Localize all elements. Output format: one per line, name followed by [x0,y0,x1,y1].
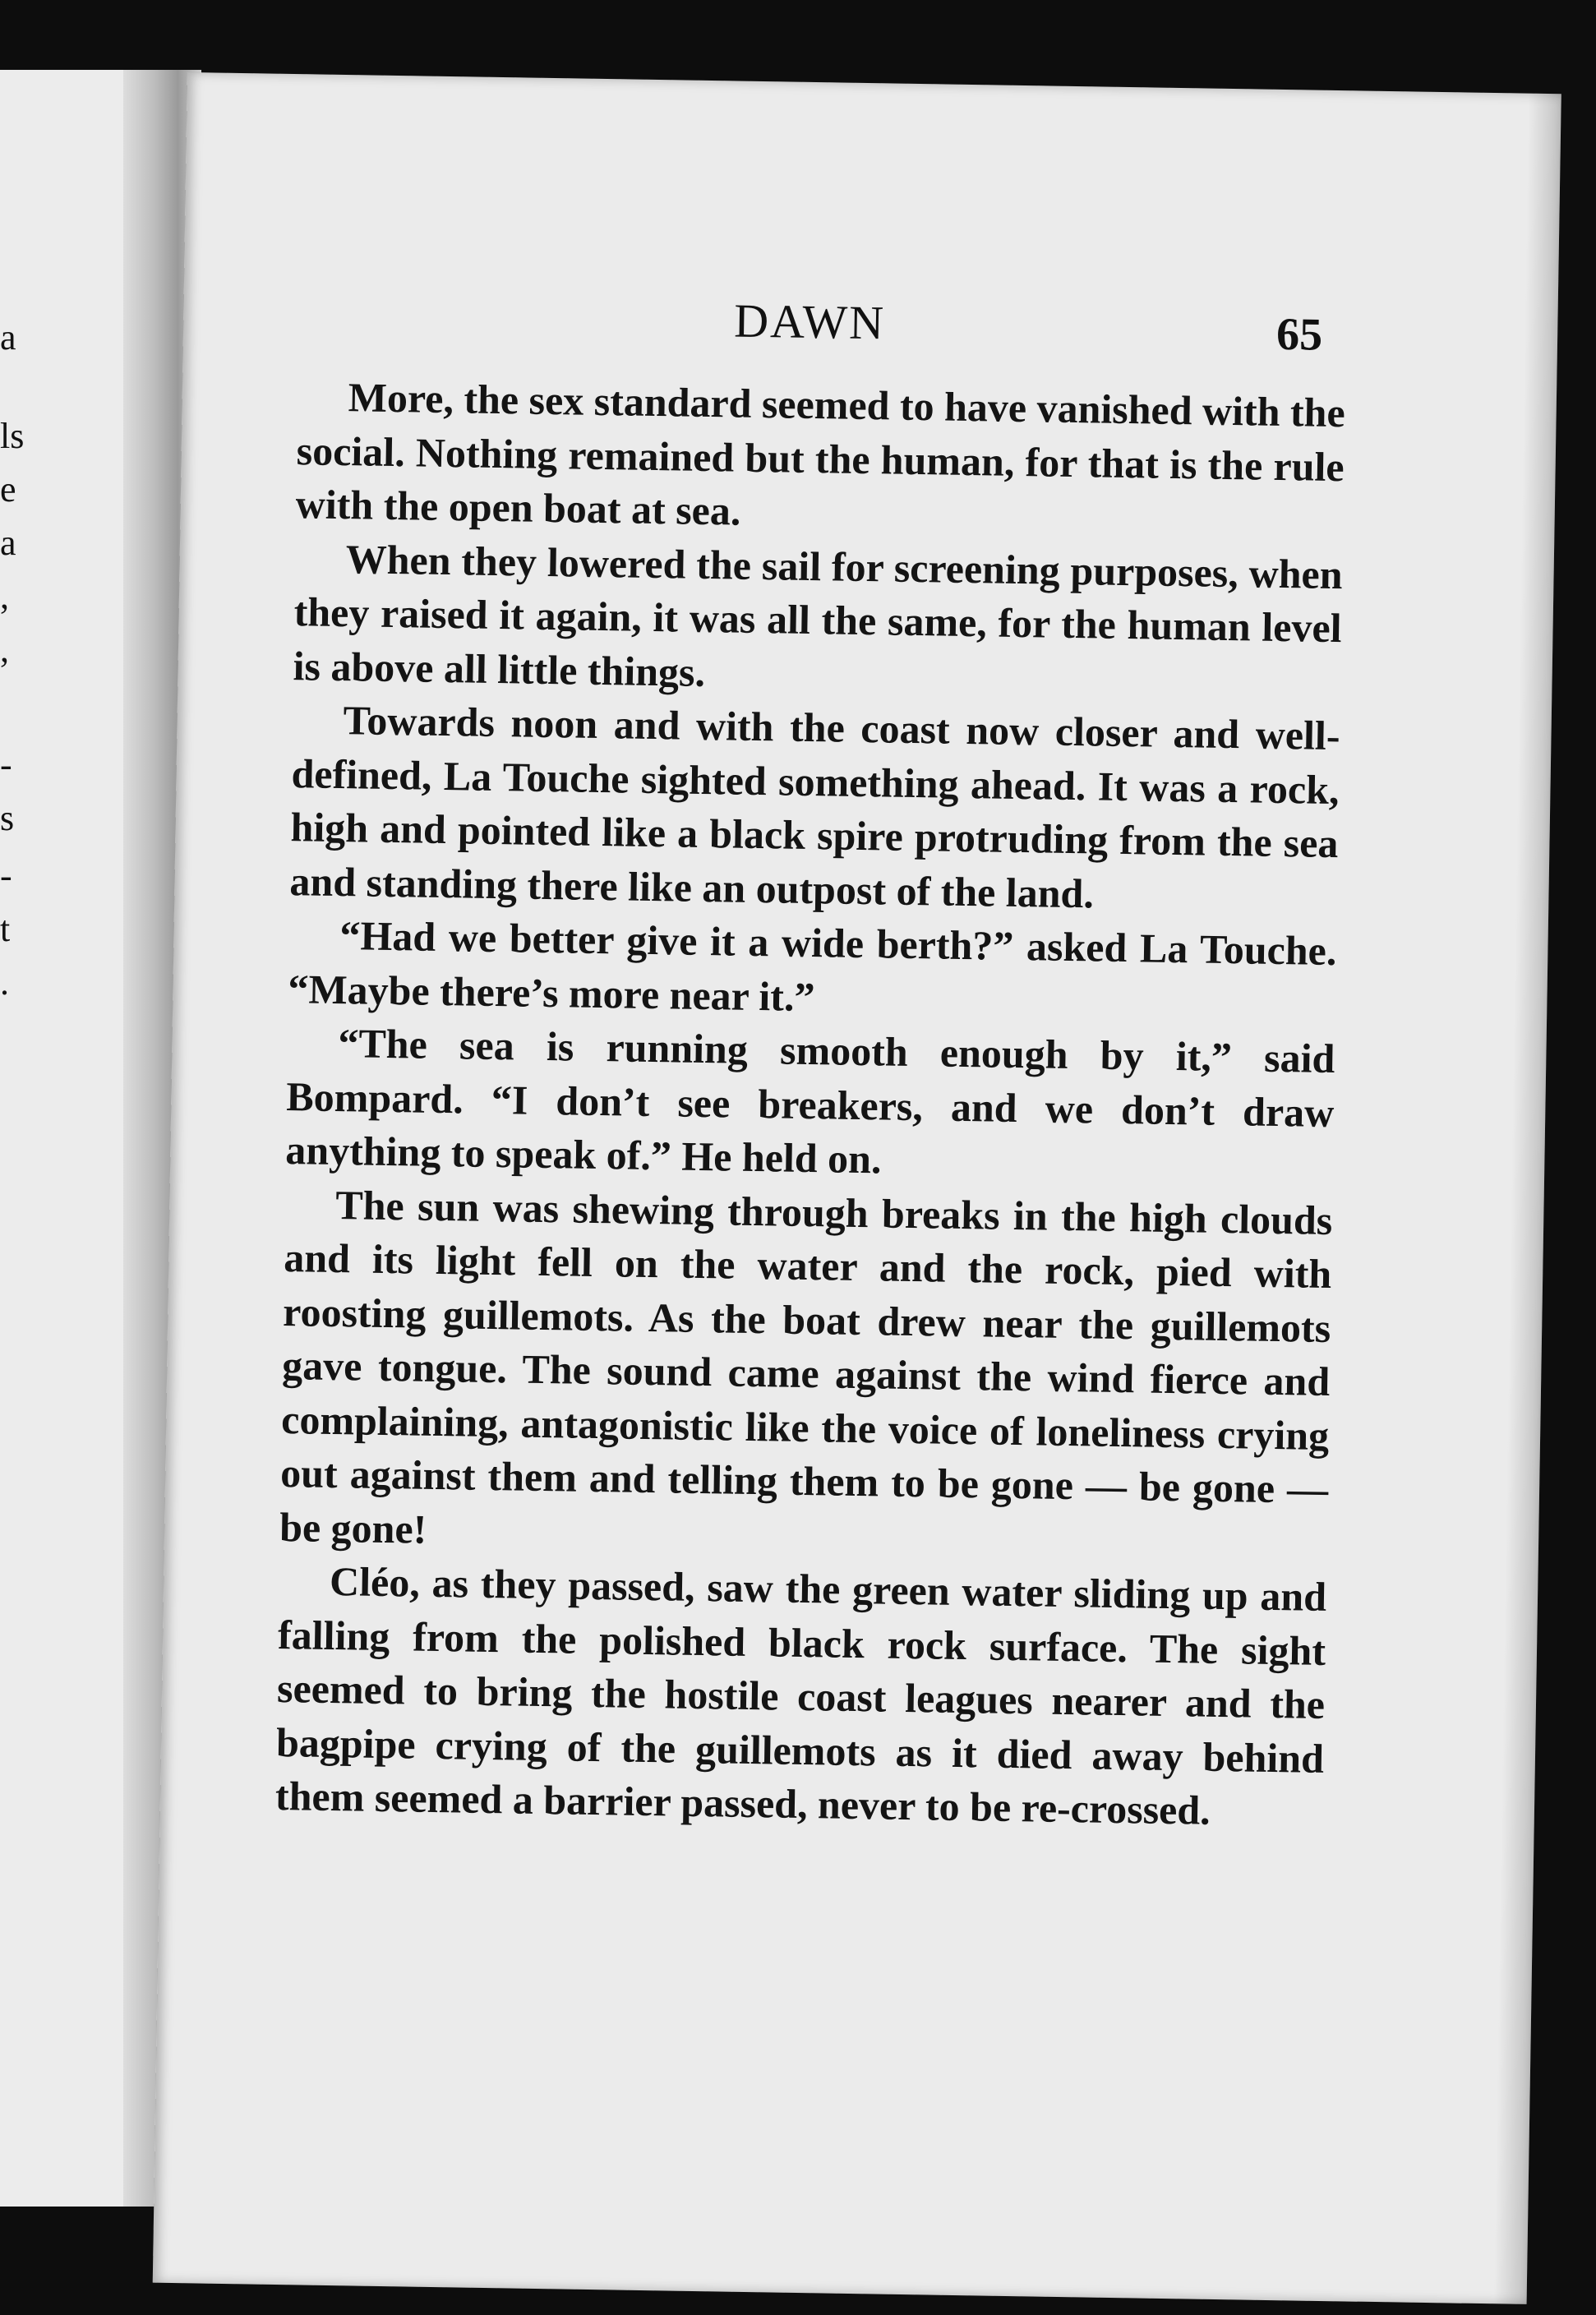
edge-fragment: ls [0,416,25,456]
paragraph: “Had we better give it a wide berth?” asked La Touche. “Maybe there’s more near it.” [288,912,1337,1020]
edge-fragment: t [0,909,11,949]
running-head: DAWN [733,293,886,350]
edge-fragment: - [0,855,12,896]
right-page [153,72,1561,2304]
edge-fragment: - [0,745,12,785]
edge-fragment: a [0,317,16,357]
edge-fragment: a [0,523,16,563]
paragraph: Cléo, as they passed, saw the green water sliding up and falling from the polished black rock surface. The sight seemed to bring the hostile coast leagues nearer and the bagpipe crying of the guillemots as it died away behind them seemed a barrier passed, never to be re-crossed. [274,1557,1327,1833]
paragraph: The sun was shewing through breaks in the high clouds and its light fell on the water and the rock, pied with roosting guillemots. As the boat drew near the guillemots gave tongue. The sound came against the wind fierce and complaining, antagonistic like the voice of loneliness crying out against them and telling them to be gone — be gone — be gone! [279,1181,1333,1552]
edge-fragment: , [0,629,9,670]
edge-fragment: . [0,962,9,1003]
page-edge-shadow [1494,94,1561,2304]
page-header [183,284,1558,371]
left-page-edge-text [0,70,25,2207]
edge-fragment: s [0,798,15,838]
body-text [275,370,1346,1839]
page-number: 65 [1275,308,1323,361]
paragraph: More, the sex standard seemed to have vanished with the social. Nothing remained but the human, for that is the rule with the open boat at sea. [295,374,1346,534]
paragraph: Towards noon and with the coast now closer and well-defined, La Touche sighted something ahead. It was a rock, high and pointed like a black spire protruding from the sea and standing there like an outpost of the land. [289,697,1340,916]
paragraph: When they lowered the sail for screening purposes, when they raised it again, it was all the same, for the human level is above all little things. [293,535,1344,695]
edge-fragment: e [0,469,16,510]
paragraph: “The sea is running smooth enough by it,” said Bompard. “I don’t see breakers, and we don’t draw anything to speak of.” He held on. [284,1020,1335,1183]
edge-fragment: , [0,576,9,616]
